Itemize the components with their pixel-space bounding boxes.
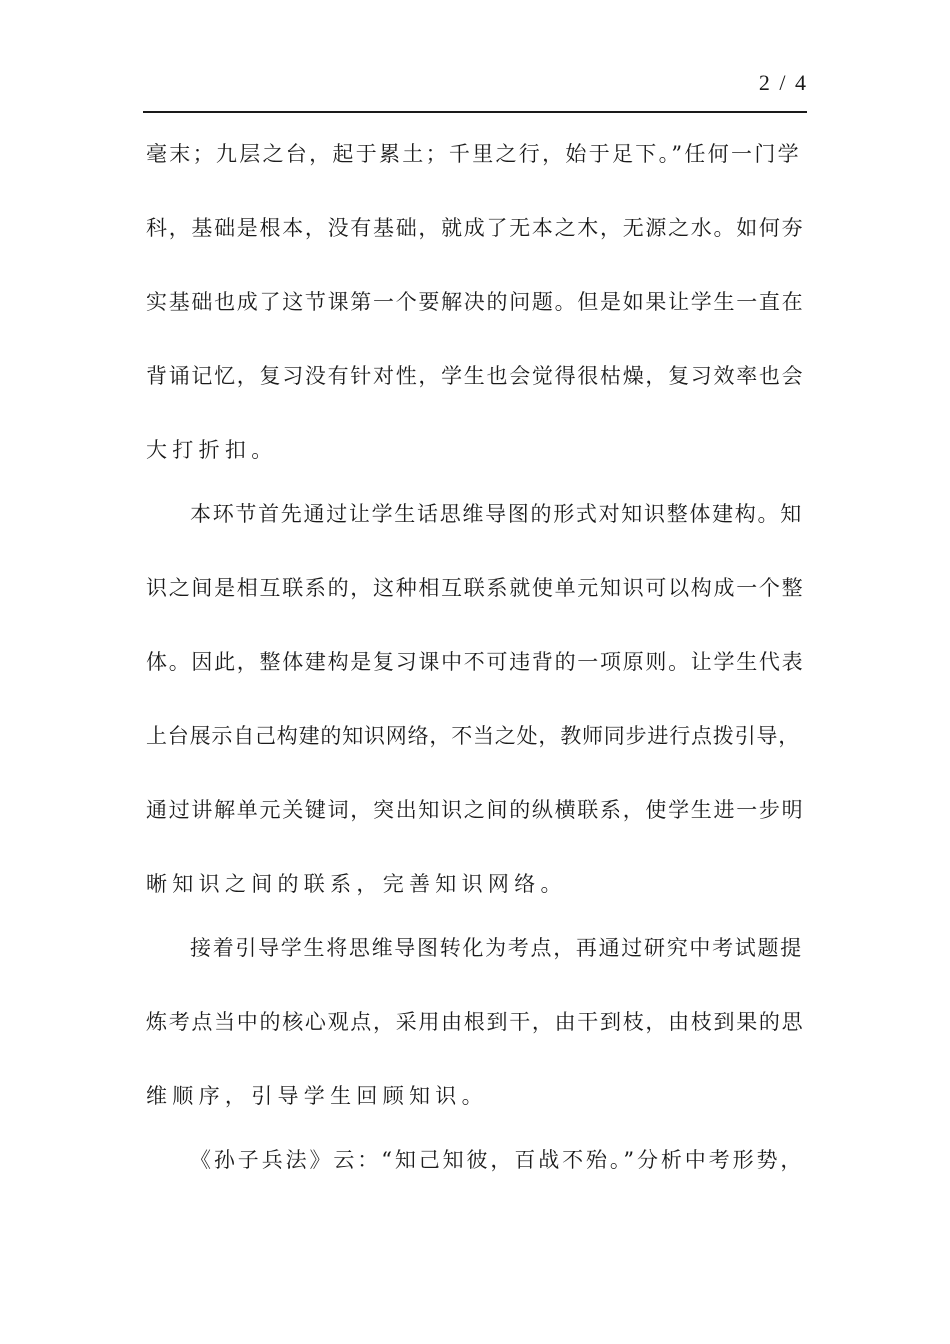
page-number: 2 / 4 [758, 70, 808, 95]
text-line: 通过讲解单元关键词，突出知识之间的纵横联系，使学生进一步明 [146, 798, 805, 822]
header-divider [143, 111, 807, 113]
text-line: 毫末；九层之台，起于累土；千里之行，始于足下。”任何一门学 [146, 142, 801, 166]
text-line: 实基础也成了这节课第一个要解决的问题。但是如果让学生一直在 [146, 290, 805, 314]
text-line: 本环节首先通过让学生话思维导图的形式对知识整体建构。知 [190, 502, 803, 526]
text-line: 上台展示自己构建的知识网络，不当之处，教师同步进行点拨引导， [146, 724, 800, 748]
text-line: 科，基础是根本，没有基础，就成了无本之木，无源之水。如何夯 [146, 216, 805, 240]
text-line: 大打折扣。 [146, 438, 278, 462]
text-line: 《孙子兵法》云：“知己知彼，百战不殆。”分析中考形势， [190, 1148, 805, 1172]
text-line: 背诵记忆，复习没有针对性，学生也会觉得很枯燥，复习效率也会 [146, 364, 805, 388]
text-line: 识之间是相互联系的，这种相互联系就使单元知识可以构成一个整 [146, 576, 805, 600]
text-line: 体。因此，整体建构是复习课中不可违背的一项原则。让学生代表 [146, 650, 805, 674]
text-line: 维顺序，引导学生回顾知识。 [146, 1084, 488, 1108]
text-line: 接着引导学生将思维导图转化为考点，再通过研究中考试题提 [190, 936, 803, 960]
text-line: 炼考点当中的核心观点，采用由根到干，由干到枝，由枝到果的思 [146, 1010, 805, 1034]
text-line: 晰知识之间的联系，完善知识网络。 [146, 872, 567, 896]
